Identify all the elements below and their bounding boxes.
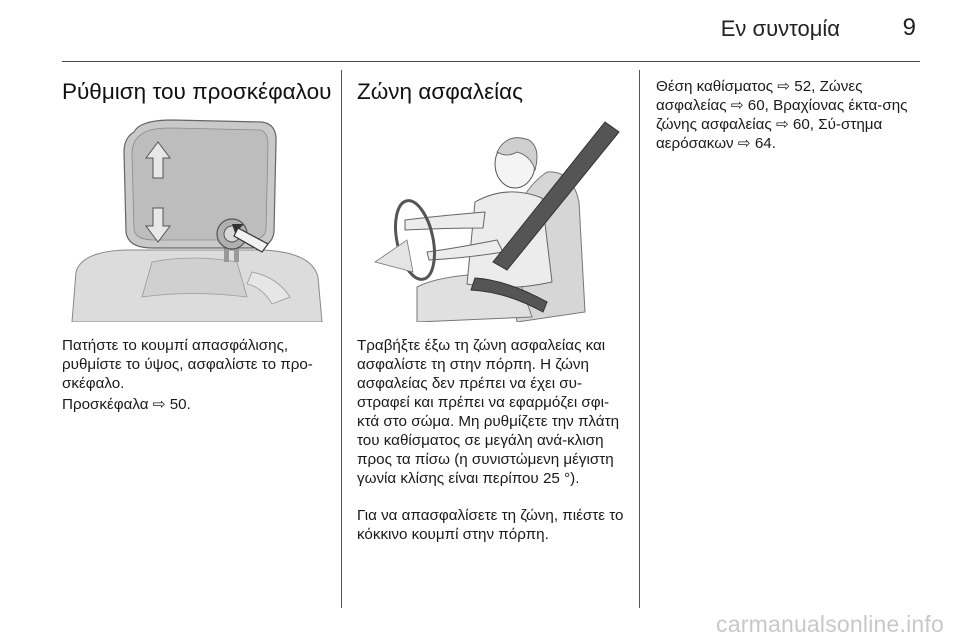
paragraph-headrest-reference: Προσκέφαλα ⇨ 50. <box>62 396 191 413</box>
header-rule <box>62 61 920 62</box>
section-title-seat-belt: Ζώνη ασφαλείας <box>357 79 523 104</box>
paragraph-cross-references: Θέση καθίσματος ⇨ 52, Ζώνες ασφαλείας ⇨ 60, Βραχίονας έκτα-σης ζώνης ασφαλείας ⇨ 60, Σύ-στημα αερόσακων ⇨ 64. <box>656 78 908 152</box>
section-title-headrest: Ρύθμιση του προσκέφαλου <box>62 79 332 104</box>
paragraph-headrest-instructions: Πατήστε το κουμπί απασφάλισης, ρυθμίστε το ύψος, ασφαλίστε το προ-σκέφαλο. <box>62 337 313 392</box>
page-number: 9 <box>902 14 916 41</box>
paragraph-seat-belt-instructions: Τραβήξτε έξω τη ζώνη ασφαλείας και ασφαλίστε τη στην πόρπη. Η ζώνη ασφαλείας δεν πρέπει να έχει συ-στραφεί και πρέπει να εφαρμόζει σφι-κτά στο σώμα. Μη ρυθμίζετε την πλάτη του καθίσματος σε μεγάλη ανά-κλιση προς τα πίσω (η συνιστώμενη μέγιστη γωνία κλίσης είναι περίπου 25 °). <box>357 337 620 487</box>
paragraph-seat-belt-release: Για να απασφαλίσετε τη ζώνη, πιέστε το κόκκινο κουμπί στην πόρπη. <box>357 507 624 543</box>
seat-belt-illustration <box>357 112 621 322</box>
headrest-adjustment-illustration <box>62 112 324 322</box>
watermark: carmanualsonline.info <box>716 611 944 637</box>
column-divider <box>341 70 342 608</box>
column-divider <box>639 70 640 608</box>
header-title: Εν συντομία <box>720 16 840 41</box>
